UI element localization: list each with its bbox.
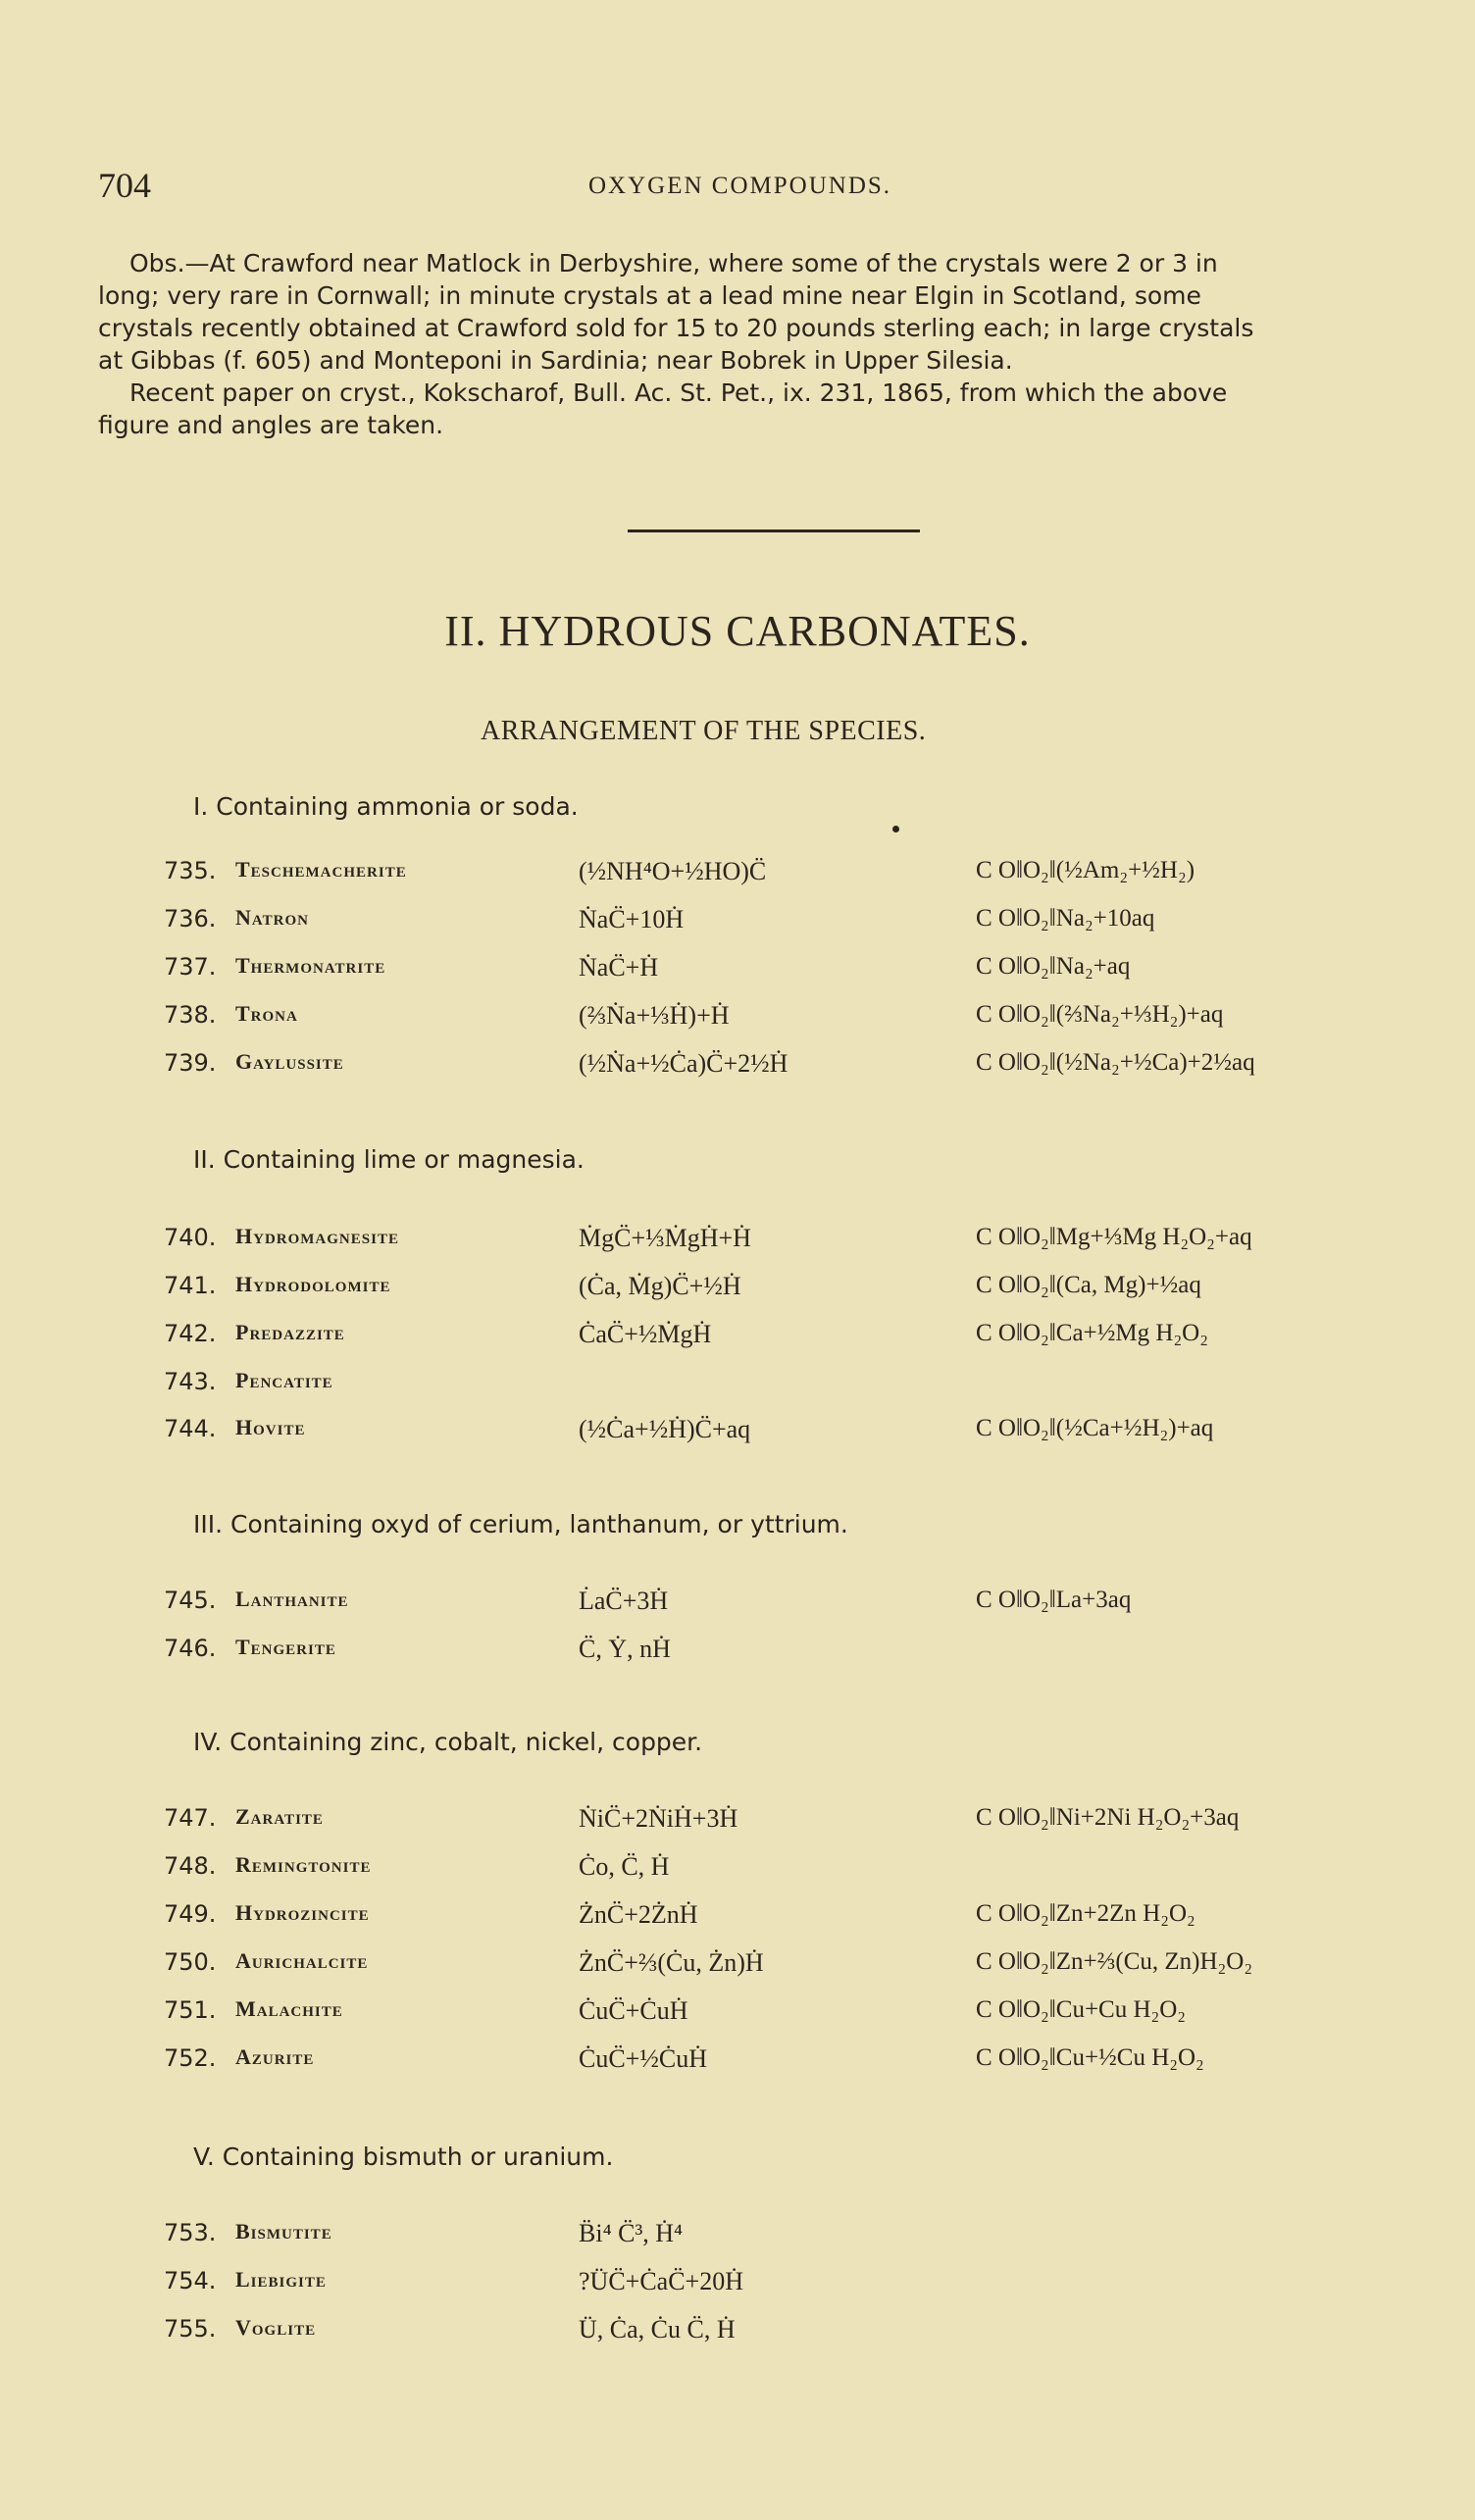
species-name: Voglite xyxy=(235,2315,317,2340)
species-row xyxy=(0,857,1475,896)
species-row xyxy=(0,1804,1475,1843)
species-row xyxy=(0,1224,1475,1263)
species-number: 741. xyxy=(164,1272,217,1299)
obs-line: Recent paper on cryst., Kokscharof, Bull. Ac. St. Pet., ix. 231, 1865, from which the above xyxy=(129,378,1228,407)
species-formula-modern: C O‖O₂‖(½Ca+½H₂)+aq xyxy=(976,1415,1214,1441)
species-name: Aurichalcite xyxy=(235,1948,369,1973)
species-row xyxy=(0,2044,1475,2084)
obs-line: at Gibbas (f. 605) and Monteponi in Sardinia; near Bobrek in Upper Silesia. xyxy=(98,346,1013,375)
species-formula: ŻnC̈+⅔(Ċu, Żn)Ḣ xyxy=(579,1948,764,1977)
species-name: Gaylussite xyxy=(235,1049,344,1074)
species-row xyxy=(0,1272,1475,1311)
species-number: 740. xyxy=(164,1224,217,1251)
species-number: 753. xyxy=(164,2219,217,2246)
species-number: 744. xyxy=(164,1415,217,1442)
species-formula: L̇aC̈+3Ḣ xyxy=(579,1587,669,1615)
group-title: II. Containing lime or magnesia. xyxy=(193,1145,585,1174)
stray-dot xyxy=(892,826,899,832)
species-name: Trona xyxy=(235,1001,298,1026)
species-number: 743. xyxy=(164,1368,217,1395)
species-formula: ?ÜC̈+ĊaC̈+20Ḣ xyxy=(579,2267,743,2295)
species-row xyxy=(0,1587,1475,1626)
species-formula-modern: C O‖O₂‖Ni+2Ni H₂O₂+3aq xyxy=(976,1804,1240,1831)
species-formula: ĊuC̈+ĊuḢ xyxy=(579,1996,688,2025)
species-row xyxy=(0,1415,1475,1454)
species-row xyxy=(0,2267,1475,2306)
species-row xyxy=(0,1996,1475,2036)
species-number: 737. xyxy=(164,953,217,981)
species-formula: ṀgC̈+⅓ṀgḢ+Ḣ xyxy=(579,1224,751,1252)
species-formula-modern: C O‖O₂‖(½Am₂+½H₂) xyxy=(976,857,1195,883)
species-name: Remingtonite xyxy=(235,1852,372,1877)
species-formula: (½Ṅa+½Ċa)C̈+2½Ḣ xyxy=(579,1049,788,1078)
species-name: Hovite xyxy=(235,1415,306,1439)
species-name: Pencatite xyxy=(235,1368,333,1392)
species-number: 742. xyxy=(164,1320,217,1347)
species-formula-modern: C O‖O₂‖Ca+½Mg H₂O₂ xyxy=(976,1320,1208,1346)
species-name: Hydrodolomite xyxy=(235,1272,391,1296)
species-formula-modern: C O‖O₂‖Mg+⅓Mg H₂O₂+aq xyxy=(976,1224,1252,1250)
species-number: 746. xyxy=(164,1635,217,1662)
species-name: Teschemacherite xyxy=(235,857,407,882)
species-formula: (½NH⁴O+½HO)C̈ xyxy=(579,857,767,885)
species-formula: ṄaC̈+10Ḣ xyxy=(579,905,685,933)
species-formula-modern: C O‖O₂‖Na₂+aq xyxy=(976,953,1131,980)
species-formula-modern: C O‖O₂‖Cu+½Cu H₂O₂ xyxy=(976,2044,1204,2071)
species-formula-modern: C O‖O₂‖La+3aq xyxy=(976,1587,1132,1613)
group-title: I. Containing ammonia or soda. xyxy=(193,792,579,821)
species-name: Zaratite xyxy=(235,1804,324,1829)
species-name: Bismutite xyxy=(235,2219,332,2243)
species-number: 751. xyxy=(164,1996,217,2024)
species-name: Hydrozincite xyxy=(235,1900,370,1925)
running-title: OXYGEN COMPOUNDS. xyxy=(588,173,892,199)
section-divider xyxy=(628,529,920,532)
species-row xyxy=(0,2219,1475,2258)
species-number: 738. xyxy=(164,1001,217,1029)
page-number: 704 xyxy=(98,166,151,205)
species-row xyxy=(0,1001,1475,1040)
group-title: V. Containing bismuth or uranium. xyxy=(193,2142,614,2171)
species-name: Thermonatrite xyxy=(235,953,386,978)
species-formula: ŻnC̈+2ŻnḢ xyxy=(579,1900,698,1929)
species-number: 739. xyxy=(164,1049,217,1077)
species-row xyxy=(0,1049,1475,1088)
species-formula-modern: C O‖O₂‖Na₂+10aq xyxy=(976,905,1155,932)
species-formula-modern: C O‖O₂‖(Ca, Mg)+½aq xyxy=(976,1272,1201,1298)
species-number: 747. xyxy=(164,1804,217,1832)
species-formula: ĊaC̈+½ṀgḢ xyxy=(579,1320,712,1348)
species-formula: C̈, Ẏ, nḢ xyxy=(579,1635,671,1663)
species-name: Tengerite xyxy=(235,1635,336,1659)
species-formula: ĊuC̈+½ĊuḢ xyxy=(579,2044,707,2073)
species-formula: (½Ċa+½Ḣ)C̈+aq xyxy=(579,1415,751,1443)
species-formula: ṄiC̈+2ṄiḢ+3Ḣ xyxy=(579,1804,738,1833)
species-name: Liebigite xyxy=(235,2267,327,2292)
species-number: 735. xyxy=(164,857,217,884)
species-row xyxy=(0,1368,1475,1407)
group-title: III. Containing oxyd of cerium, lanthanum, or yttrium. xyxy=(193,1510,848,1538)
species-number: 752. xyxy=(164,2044,217,2072)
species-name: Malachite xyxy=(235,1996,343,2021)
species-row xyxy=(0,905,1475,944)
species-formula-modern: C O‖O₂‖(½Na₂+½Ca)+2½aq xyxy=(976,1049,1255,1076)
species-name: Predazzite xyxy=(235,1320,345,1344)
species-row xyxy=(0,1852,1475,1891)
species-row xyxy=(0,2315,1475,2354)
section-title: II. HYDROUS CARBONATES. xyxy=(444,607,1031,655)
obs-line: long; very rare in Cornwall; in minute crystals at a lead mine near Elgin in Scotland, some xyxy=(98,281,1201,310)
species-number: 745. xyxy=(164,1587,217,1614)
species-row xyxy=(0,1948,1475,1988)
section-subtitle: ARRANGEMENT OF THE SPECIES. xyxy=(481,716,927,746)
species-name: Lanthanite xyxy=(235,1587,349,1611)
species-row xyxy=(0,1320,1475,1359)
species-number: 748. xyxy=(164,1852,217,1880)
species-row xyxy=(0,1635,1475,1674)
species-formula: (Ċa, Ṁg)C̈+½Ḣ xyxy=(579,1272,741,1300)
species-formula: B̈i⁴ C̈³, Ḣ⁴ xyxy=(579,2219,684,2247)
species-number: 736. xyxy=(164,905,217,932)
species-formula: ṄaC̈+Ḣ xyxy=(579,953,659,982)
obs-line: Obs.—At Crawford near Matlock in Derbyshire, where some of the crystals were 2 or 3 in xyxy=(129,249,1218,277)
species-number: 750. xyxy=(164,1948,217,1976)
obs-paragraph xyxy=(98,247,1434,441)
species-row xyxy=(0,953,1475,992)
species-name: Natron xyxy=(235,905,309,930)
species-formula-modern: C O‖O₂‖Zn+2Zn H₂O₂ xyxy=(976,1900,1195,1927)
species-row xyxy=(0,1900,1475,1940)
species-formula: (⅔Ṅa+⅓Ḣ)+Ḣ xyxy=(579,1001,730,1030)
species-name: Azurite xyxy=(235,2044,315,2069)
species-name: Hydromagnesite xyxy=(235,1224,399,1248)
species-formula: Ü, Ċa, Ċu C̈, Ḣ xyxy=(579,2315,736,2344)
obs-line: crystals recently obtained at Crawford sold for 15 to 20 pounds sterling each; in large crystals xyxy=(98,314,1254,342)
obs-line: figure and angles are taken. xyxy=(98,411,444,439)
group-title: IV. Containing zinc, cobalt, nickel, copper. xyxy=(193,1728,703,1756)
species-number: 755. xyxy=(164,2315,217,2343)
species-number: 749. xyxy=(164,1900,217,1928)
species-formula: Ċo, C̈, Ḣ xyxy=(579,1852,670,1881)
species-number: 754. xyxy=(164,2267,217,2294)
species-formula-modern: C O‖O₂‖Cu+Cu H₂O₂ xyxy=(976,1996,1187,2023)
species-formula-modern: C O‖O₂‖Zn+⅔(Cu, Zn)H₂O₂ xyxy=(976,1948,1253,1975)
species-formula-modern: C O‖O₂‖(⅔Na₂+⅓H₂)+aq xyxy=(976,1001,1224,1028)
